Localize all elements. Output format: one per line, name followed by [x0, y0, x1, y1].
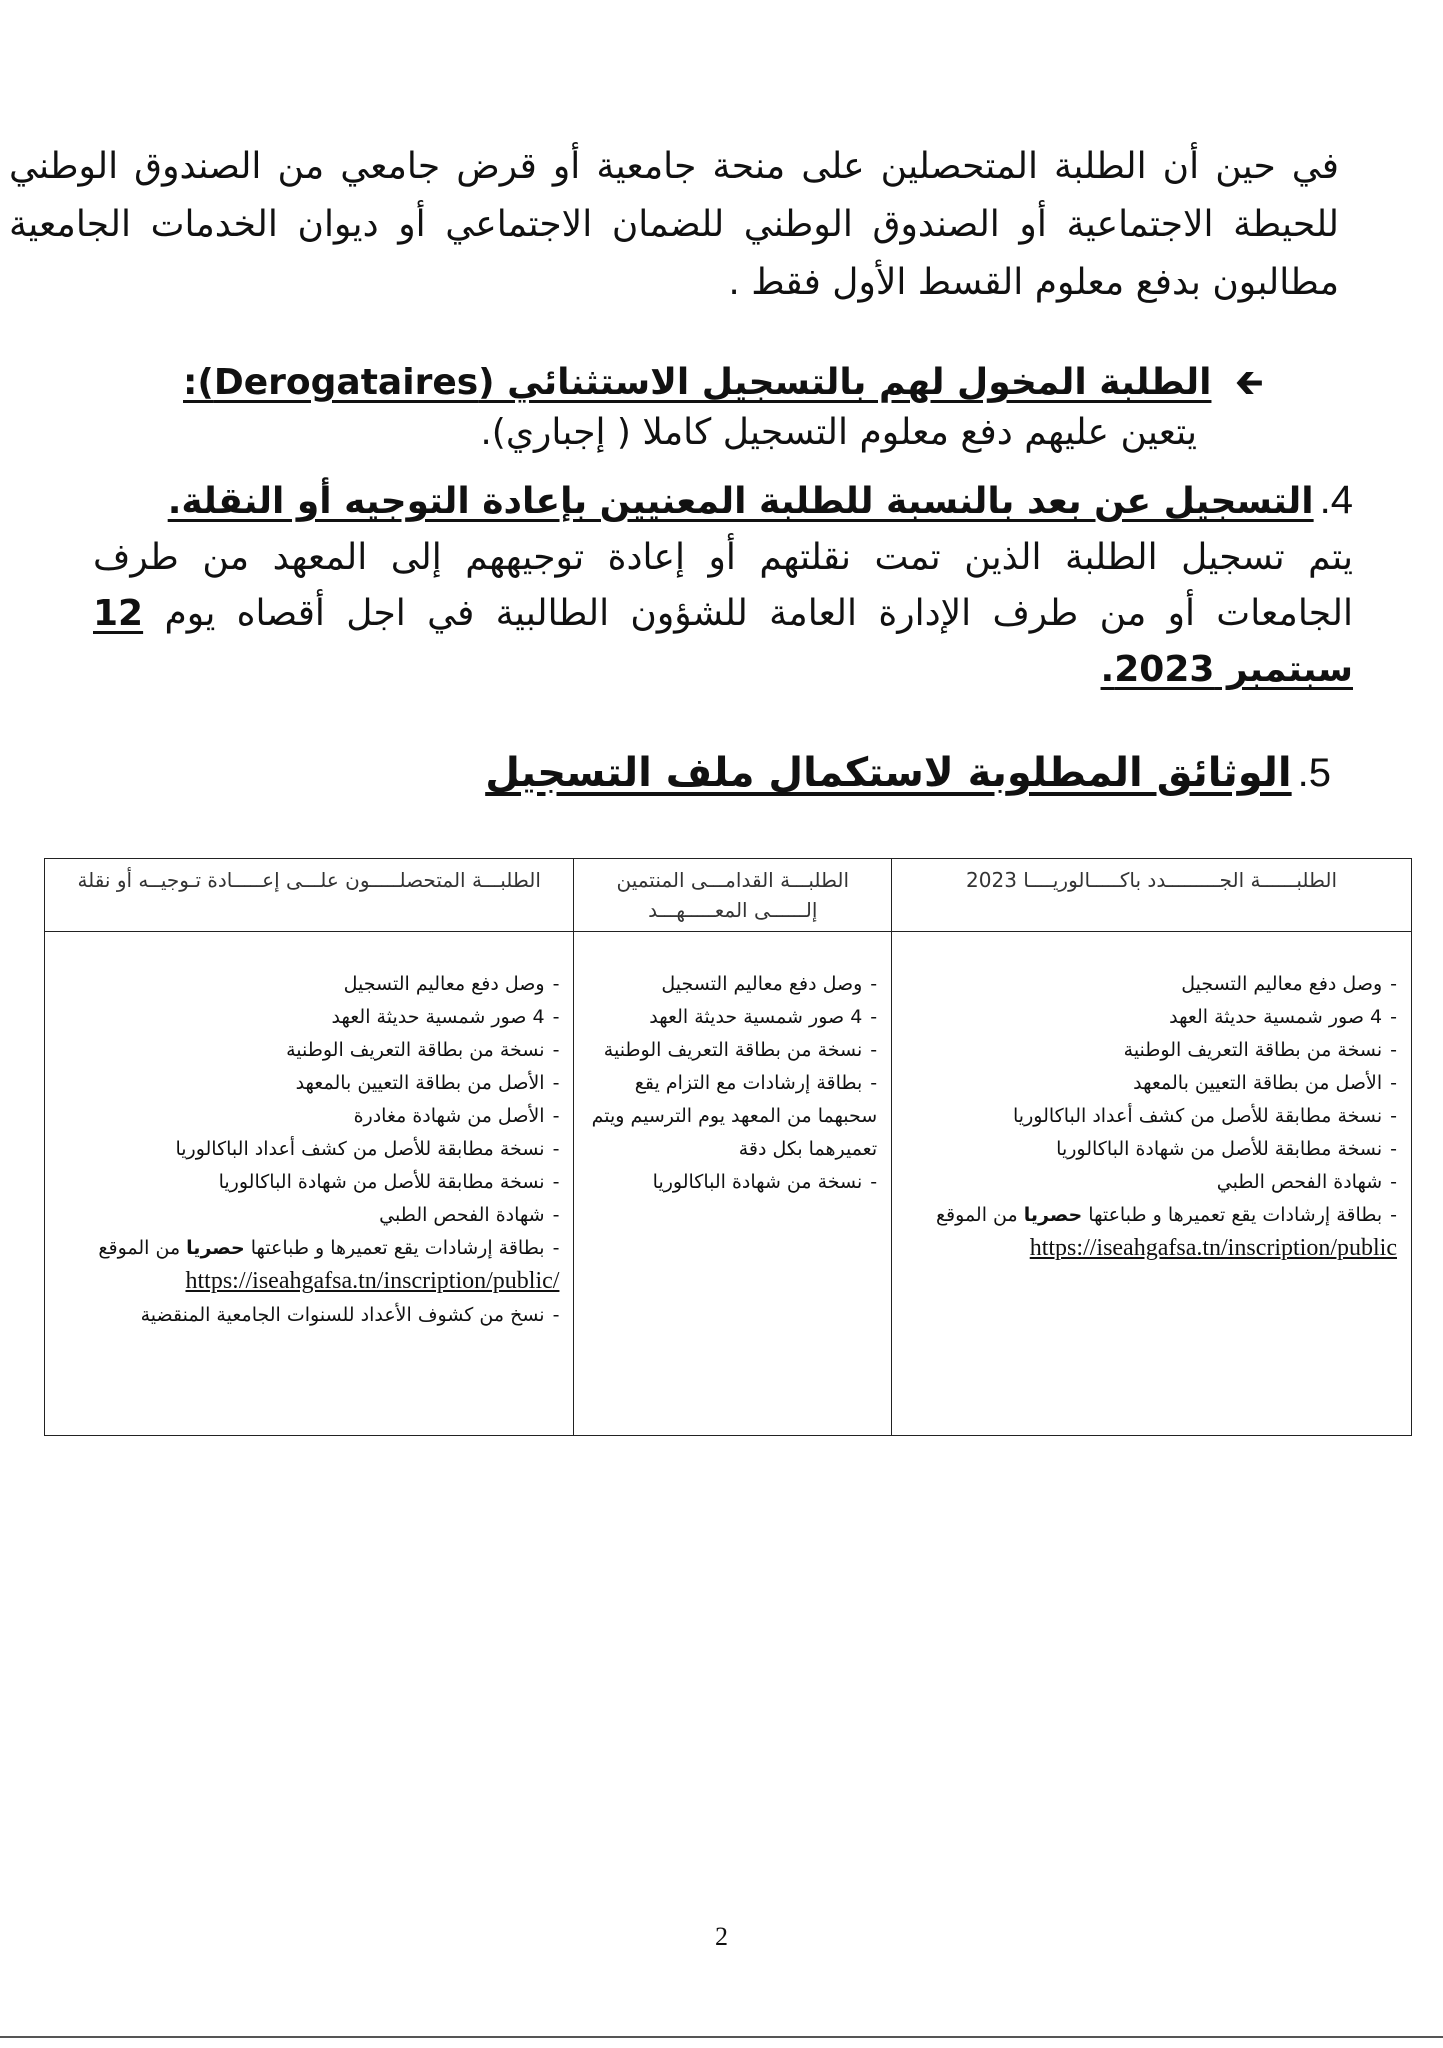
required-documents-table	[44, 858, 1412, 1436]
list-item: -بطاقة إرشادات يقع تعميرها و طباعتها حصريا من الموقع https://iseahgafsa.tn/inscription/public	[906, 1199, 1397, 1266]
list-item: -4 صور شمسية حديثة العهد	[331, 1006, 560, 1028]
list-item: -بطاقة إرشادات يقع تعميرها و طباعتها حصريا من الموقع https://iseahgafsa.tn/inscription/public/	[59, 1232, 559, 1299]
section-4-deadline: 12 سبتمبر 2023.	[93, 593, 1353, 690]
list-item: -الأصل من بطاقة التعيين بالمعهد	[295, 1072, 560, 1094]
list-item: -نسخة مطابقة للأصل من كشف أعداد الباكالوريا	[175, 1138, 560, 1160]
section-5-number: 5.	[1297, 751, 1331, 795]
reoriented-students-cell	[45, 932, 574, 1436]
list-item: -4 صور شمسية حديثة العهد	[649, 1006, 878, 1028]
header-reoriented-students: الطلبـــة المتحصلـــــون علـــى إعـــــادة تـوجيــه أو نقلة	[45, 859, 574, 932]
section-5-title: الوثائق المطلوبة لاستكمال ملف التسجيل	[485, 750, 1292, 796]
derogataires-heading	[163, 358, 1263, 408]
table-row	[45, 932, 1412, 1436]
header-old-students: الطلبـــة القدامـــى المنتمين إلــــــى المعـــــهـــد	[574, 859, 892, 932]
derogataires-section	[163, 358, 1263, 458]
derogataires-body: يتعين عليهم دفع معلوم التسجيل كاملا ( إجباري).	[480, 412, 1197, 453]
list-item: -وصل دفع معاليم التسجيل	[1181, 973, 1397, 995]
section-4-paragraph	[93, 530, 1353, 698]
list-item: -شهادة الفحص الطبي	[379, 1204, 560, 1226]
section-4-number: 4.	[1319, 478, 1353, 522]
list-item: -نسخة من بطاقة التعريف الوطنية	[603, 1039, 878, 1061]
list-item: -نسخة من بطاقة التعريف الوطنية	[286, 1039, 560, 1061]
list-item: -الأصل من بطاقة التعيين بالمعهد	[1133, 1072, 1397, 1094]
list-item: -وصل دفع معاليم التسجيل	[343, 973, 560, 995]
list-item: -شهادة الفحص الطبي	[1216, 1171, 1397, 1193]
list-item: -الأصل من شهادة مغادرة	[353, 1105, 560, 1127]
list-item: -4 صور شمسية حديثة العهد	[1169, 1006, 1397, 1028]
reoriented-students-list	[59, 968, 559, 1332]
list-item: -وصل دفع معاليم التسجيل	[661, 973, 878, 995]
page-number: 2	[715, 1922, 728, 1951]
registration-url-link[interactable]: https://iseahgafsa.tn/inscription/public	[1029, 1235, 1397, 1261]
list-item: -بطاقة إرشادات مع التزام يقع سحبهما من المعهد يوم الترسيم ويتم تعميرهما بكل دقة	[591, 1072, 878, 1160]
new-students-list	[906, 968, 1397, 1266]
arrow-left-icon: 🡰	[1235, 363, 1263, 403]
list-item: -نسخة من بطاقة التعريف الوطنية	[1123, 1039, 1397, 1061]
header-new-students: الطلبــــــة الجـــــــــدد باكـــــالوريــــا 2023	[892, 859, 1412, 932]
derogataires-title: الطلبة المخول لهم بالتسجيل الاستثنائي (Derogataires):	[183, 362, 1212, 403]
new-students-cell	[892, 932, 1412, 1436]
list-item: -نسخة من شهادة الباكالوريا	[652, 1171, 878, 1193]
list-item: -نسخة مطابقة للأصل من كشف أعداد الباكالوريا	[1013, 1105, 1397, 1127]
intro-paragraph: في حين أن الطلبة المتحصلين على منحة جامعية أو قرض جامعي من الصندوق الوطني للحيطة الاجتماعية أو الصندوق الوطني للضمان الاجتماعي أو ديوان الخدمات الجامعية مطالبون بدفع معلوم القسط الأول فقط .	[9, 146, 1339, 303]
old-students-cell	[574, 932, 892, 1436]
bottom-divider	[0, 2036, 1443, 2038]
section-5-heading	[485, 745, 1331, 801]
section-4-heading	[93, 472, 1353, 530]
registration-url-link[interactable]: https://iseahgafsa.tn/inscription/public/	[185, 1268, 560, 1294]
section-4-text: يتم تسجيل الطلبة الذين تمت نقلتهم أو إعادة توجيههم إلى المعهد من طرف الجامعات أو من طرف الإدارة العامة للشؤون الطالبية في اجل أقصاه يوم	[93, 537, 1353, 634]
old-students-list	[588, 968, 877, 1199]
list-item: -نسخة مطابقة للأصل من شهادة الباكالوريا	[218, 1171, 560, 1193]
list-item: -نسخة مطابقة للأصل من شهادة الباكالوريا	[1056, 1138, 1397, 1160]
section-4	[93, 472, 1353, 698]
table-header-row	[45, 859, 1412, 932]
list-item: -نسخ من كشوف الأعداد للسنوات الجامعية المنقضية	[140, 1304, 560, 1326]
section-4-title: التسجيل عن بعد بالنسبة للطلبة المعنيين بإعادة التوجيه أو النقلة.	[167, 481, 1314, 522]
